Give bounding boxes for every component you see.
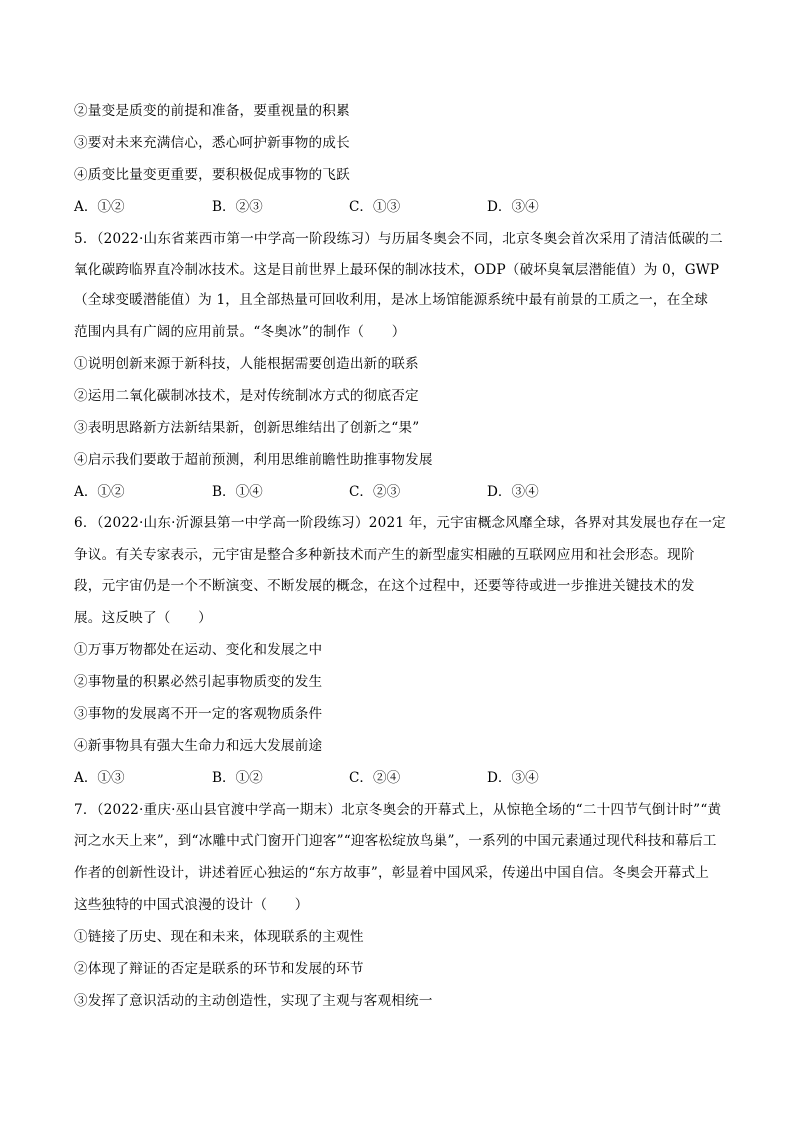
q6-options <box>74 768 724 788</box>
q4-options <box>74 197 724 217</box>
q6-stem-line-4: 展。这反映了（ ） <box>74 610 212 626</box>
q5-options <box>74 482 724 502</box>
q5-option-c: C．②③ <box>349 484 401 500</box>
q4-option-b: B．②③ <box>212 199 263 215</box>
q4-option-d: D．③④ <box>487 199 539 215</box>
q5-stem-line-4: 范围内具有广阔的应用前景。“冬奥冰”的制作（ ） <box>74 324 406 340</box>
q5-item-3: ③表明思路新方法新结果新，创新思维结出了创新之“果” <box>74 420 420 436</box>
q6-option-a: A．①③ <box>74 770 125 786</box>
q6-option-b: B．①② <box>212 770 263 786</box>
q5-item-1: ①说明创新来源于新科技，人能根据需要创造出新的联系 <box>74 356 419 372</box>
q6-stem-line-1: 6．（2022·山东·沂源县第一中学高一阶段练习）2021 年，元宇宙概念风靡全球，各界对其发展也存在一定 <box>74 515 726 531</box>
q5-option-b: B．①④ <box>212 484 263 500</box>
q4-option-a: A．①② <box>74 199 125 215</box>
q5-item-2: ②运用二氧化碳制冰技术，是对传统制冰方式的彻底否定 <box>74 388 419 404</box>
q6-item-2: ②事物量的积累必然引起事物质变的发生 <box>74 674 323 690</box>
q4-item-3: ③要对未来充满信心，悉心呵护新事物的成长 <box>74 135 350 151</box>
q5-option-d: D．③④ <box>487 484 539 500</box>
q7-item-1: ①链接了历史、现在和未来，体现联系的主观性 <box>74 929 364 945</box>
q6-item-1: ①万事万物都处在运动、变化和发展之中 <box>74 642 323 658</box>
q5-stem-line-3: （全球变暖潜能值）为 1，且全部热量可回收利用，是冰上场馆能源系统中最有前景的工质之一，在全球 <box>74 292 709 308</box>
q6-stem-line-3: 段，元宇宙仍是一个不断演变、不断发展的概念，在这个过程中，还要等待或进一步推进关键技术的发 <box>74 578 695 594</box>
q4-option-c: C．①③ <box>349 199 401 215</box>
q7-stem-line-2: 河之水天上来”，到“冰雕中式门窗开门迎客”“迎客松绽放鸟巢”，一系列的中国元素通过现代科技和幕后工 <box>74 833 717 849</box>
q5-item-4: ④启示我们要敢于超前预测，利用思维前瞻性助推事物发展 <box>74 452 433 468</box>
q5-stem-line-1: 5．（2022·山东省莱西市第一中学高一阶段练习）与历届冬奥会不同，北京冬奥会首次采用了清洁低碳的二 <box>74 231 723 247</box>
q6-item-3: ③事物的发展离不开一定的客观物质条件 <box>74 706 323 722</box>
q4-item-4: ④质变比量变更重要，要积极促成事物的飞跃 <box>74 167 350 183</box>
q6-option-d: D．③④ <box>487 770 539 786</box>
q6-option-c: C．②④ <box>349 770 401 786</box>
q5-stem-line-2: 氧化碳跨临界直冷制冰技术。这是目前世界上最环保的制冰技术，ODP（破坏臭氧层潜能值）为 0，GWP <box>74 262 720 278</box>
q7-item-3: ③发挥了意识活动的主动创造性，实现了主观与客观相统一 <box>74 993 433 1009</box>
q5-option-a: A．①② <box>74 484 125 500</box>
q7-item-2: ②体现了辩证的否定是联系的环节和发展的环节 <box>74 961 364 977</box>
q7-stem-line-4: 这些独特的中国式浪漫的设计（ ） <box>74 897 309 913</box>
q7-stem-line-1: 7．（2022·重庆·巫山县官渡中学高一期末）北京冬奥会的开幕式上，从惊艳全场的“二十四节气倒计时”“黄 <box>74 802 722 818</box>
q4-item-2: ②量变是质变的前提和准备，要重视量的积累 <box>74 103 350 119</box>
q7-stem-line-3: 作者的创新性设计，讲述着匠心独运的“东方故事”，彰显着中国风采，传递出中国自信。冬奥会开幕式上 <box>74 865 710 881</box>
q6-stem-line-2: 争议。有关专家表示，元宇宙是整合多种新技术而产生的新型虚实相融的互联网应用和社会形态。现阶 <box>74 547 695 563</box>
q6-item-4: ④新事物具有强大生命力和远大发展前途 <box>74 738 323 754</box>
